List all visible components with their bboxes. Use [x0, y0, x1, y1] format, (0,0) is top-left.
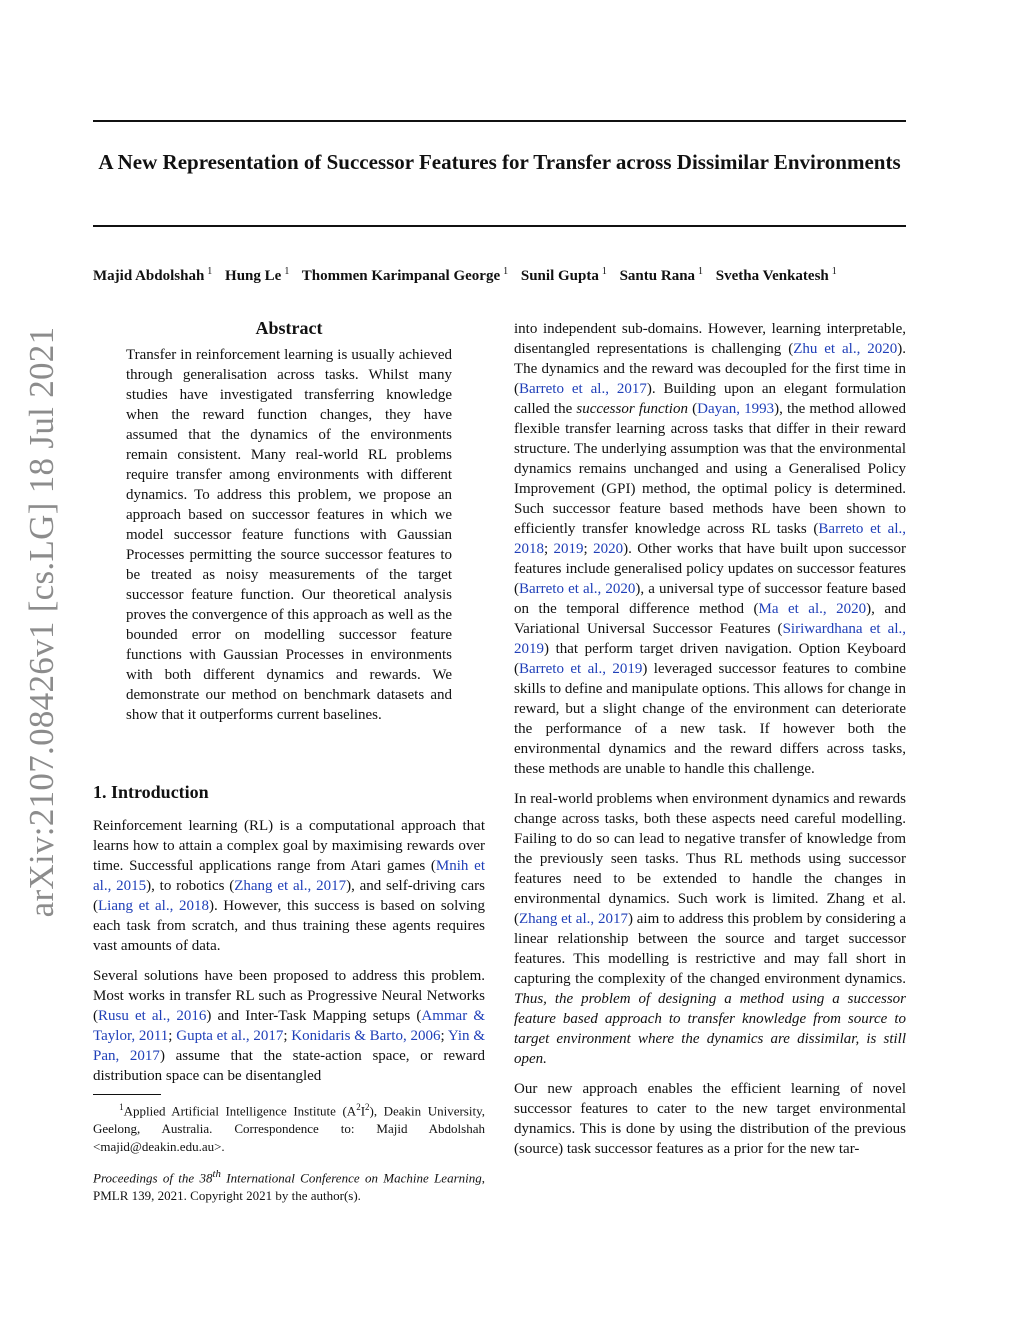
- paragraph: Our new approach enables the efficient learning of novel successor features to cater to the new target environmental dynamics. This is done by using the distribution of the previous (source) task successor features as a prior for the new tar-: [514, 1081, 906, 1157]
- citation-link[interactable]: 2020: [593, 541, 624, 557]
- title-top-rule: [93, 120, 906, 122]
- paragraph: Several solutions have been proposed to address this problem. Most works in transfer RL such as Progressive Neural Networks (Rusu et al., 2016) and Inter-Task Mapping setups (Ammar & Taylor, 2011; Gupta et al., 2017; Konidaris & Barto, 2006; Yin & Pan, 2017) assume that the state-action space, or reward distribution space can be disentangled: [93, 968, 485, 1084]
- citation-link[interactable]: Liang et al., 2018: [98, 898, 209, 914]
- citation-link[interactable]: Barreto et al., 2018: [514, 521, 906, 557]
- author: Santu Rana $^1$: [619, 266, 704, 284]
- paragraph: In real-world problems when environment dynamics and rewards change across tasks, both these aspects need careful modelling. Failing to do so can lead to negative transfer of knowledge from the previously seen tasks. Thus RL methods using successor features need to be extended to handle the changes in environmental dynamics. Such work is limited. Zhang et al. (Zhang et al., 2017) aim to address this problem by considering a linear relationship between the source and target successor features. This modelling is restrictive and may fall short in capturing the complexity of the changed environment dynamics. Thus, the problem of designing a method using a successor feature based approach to transfer knowledge from source to target environment where the dynamics are dissimilar, is still open.: [514, 791, 906, 1067]
- citation-link[interactable]: 2019: [553, 541, 584, 557]
- author: Sunil Gupta $^1$: [520, 266, 607, 284]
- citation-link[interactable]: Mnih et al., 2015: [93, 858, 485, 894]
- right-column: [514, 319, 906, 1169]
- citation-link[interactable]: Konidaris & Barto, 2006: [291, 1028, 441, 1044]
- citation-link[interactable]: Barreto et al., 2020: [519, 581, 636, 597]
- paragraph: into independent sub-domains. However, learning interpretable, disentangled representations is challenging (Zhu et al., 2020). The dynamics and the reward was decoupled for the first time in (Barreto et al., 2017). Building upon an elegant formulation called the successor function (Dayan, 1993), the method allowed flexible transfer learning across tasks that differ in their reward structure. The underlying assumption was that the environmental dynamics remains unchanged and using a Generalised Policy Improvement (GPI) method, the optimal policy is determined. Such successor feature based methods have been shown to efficiently transfer knowledge across RL tasks (Barreto et al., 2018; 2019; 2020). Other works that have built upon successor features include generalised policy updates on successor features (Barreto et al., 2020), a universal type of successor feature based on the temporal difference method (Ma et al., 2020), and Variational Universal Successor Features (Siriwardhana et al., 2019) that perform target driven navigation. Option Keyboard (Barreto et al., 2019) leveraged successor features to combine skills to define and manipulate options. This allows for change in reward, but a slight change of the environment can deteriorate the performance of a new task. If however both the environmental dynamics and the reward differs across tasks, these methods are unable to handle this challenge.: [514, 321, 907, 777]
- citation-link[interactable]: Zhu et al., 2020: [793, 341, 898, 357]
- author: Thommen Karimpanal George $^1$: [301, 266, 509, 284]
- citation-link[interactable]: Zhang et al., 2017: [519, 911, 628, 927]
- citation-link[interactable]: Gupta et al., 2017: [176, 1028, 284, 1044]
- affiliation-footnote: $^1$Applied Artificial Intelligence Institute $(A^2I^2)$, Deakin University, Geelong, Australia. Correspondence to: Majid Abdolshah <majid@deakin.edu.au>.: [93, 1102, 485, 1155]
- proceedings-note: Proceedings of the 38th International Conference on Machine Learning, PMLR 139, 2021. Copyright 2021 by the author(s).: [93, 1168, 485, 1204]
- citation-link[interactable]: Yin & Pan, 2017: [93, 1028, 485, 1064]
- left-column: [93, 816, 485, 1096]
- citation-link[interactable]: Ammar & Taylor, 2011: [93, 1008, 485, 1044]
- citation-link[interactable]: Siriwardhana et al., 2019: [514, 621, 907, 657]
- author-list: [93, 262, 906, 286]
- paper-title: A New Representation of Successor Features for Transfer across Dissimilar Environments: [98, 150, 901, 174]
- title-bottom-rule: [93, 225, 906, 227]
- citation-link[interactable]: Barreto et al., 2017: [519, 381, 647, 397]
- citation-link[interactable]: Ma et al., 2020: [758, 601, 867, 617]
- author: Svetha Venkatesh $^1$: [715, 266, 837, 284]
- author: Hung Le $^1$: [225, 266, 290, 284]
- citation-link[interactable]: Rusu et al., 2016: [98, 1008, 207, 1024]
- citation-link[interactable]: Zhang et al., 2017: [234, 878, 347, 894]
- abstract-heading: Abstract: [255, 318, 323, 338]
- author: Majid Abdolshah $^1$: [93, 266, 213, 284]
- paragraph: Reinforcement learning (RL) is a computational approach that learns how to attain a complex goal by maximising rewards over time. Successful applications range from Atari games (Mnih et al., 2015), to robotics (Zhang et al., 2017), and self-driving cars (Liang et al., 2018). However, this success is based on solving each task from scratch, and thus training these agents requires vast amounts of data.: [93, 818, 486, 954]
- footnote-rule: [93, 1094, 161, 1095]
- abstract-text: Transfer in reinforcement learning is usually achieved through generalisation across tasks. Whilst many studies have investigated transferring knowledge when the reward function changes, they have assumed that the dynamics of the environments remain consistent. Many real-world RL problems require transfer among environments with different dynamics. To address this problem, we propose an approach based on successor features in which we model successor feature functions with Gaussian Processes permitting the source successor features to be treated as noisy measurements of the target successor feature function. Our theoretical analysis proves the convergence of this approach as well as the bounded error on modelling successor feature functions with Gaussian Processes in environments with both different dynamics and rewards. We demonstrate our method on benchmark datasets and show that it outperforms current baselines.: [126, 347, 452, 723]
- citation-link[interactable]: Dayan, 1993: [697, 401, 775, 417]
- arxiv-identifier: arXiv:2107.08426v1 [cs.LG] 18 Jul 2021: [22, 326, 61, 918]
- introduction-heading: 1. Introduction: [93, 782, 209, 802]
- citation-link[interactable]: Barreto et al., 2019: [519, 661, 643, 677]
